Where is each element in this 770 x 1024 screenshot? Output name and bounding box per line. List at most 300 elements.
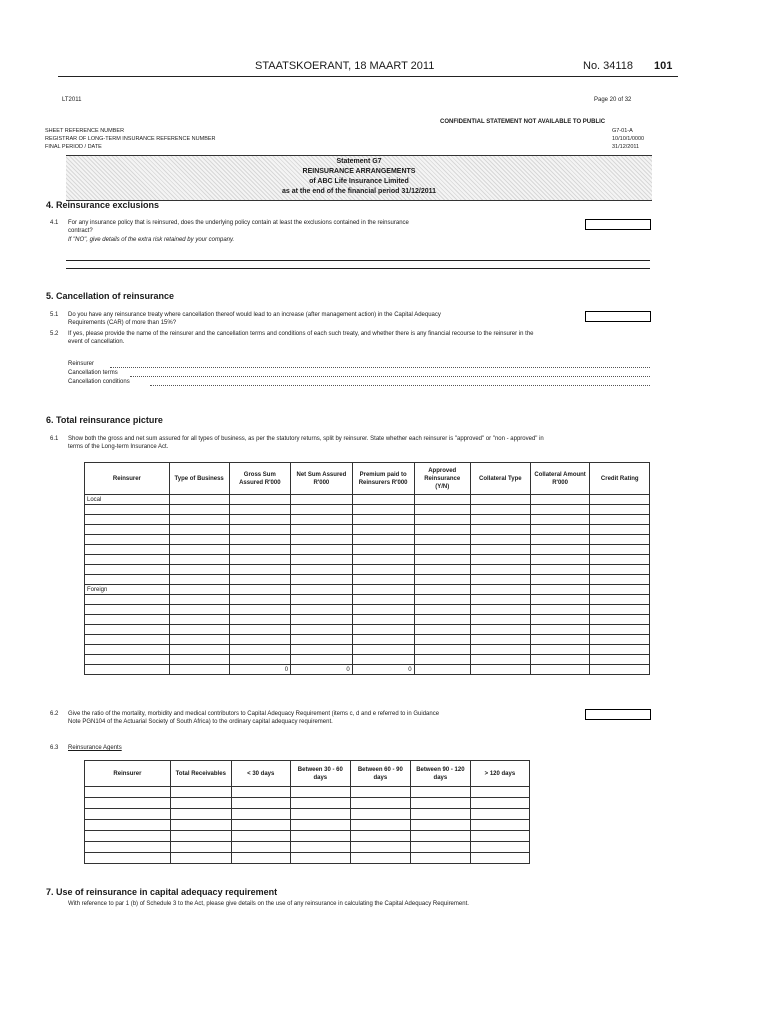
table-cell[interactable] xyxy=(229,565,291,575)
table-cell[interactable] xyxy=(530,605,590,615)
table-cell[interactable] xyxy=(291,495,353,505)
table-cell[interactable] xyxy=(231,842,290,853)
table-cell[interactable] xyxy=(530,595,590,605)
table-cell[interactable] xyxy=(169,625,229,635)
table-cell[interactable] xyxy=(530,555,590,565)
q41-detail-line-1[interactable] xyxy=(66,260,650,261)
table-cell[interactable] xyxy=(352,625,414,635)
q41-detail-line-2[interactable] xyxy=(66,268,650,269)
q51-number: 5.1 xyxy=(50,312,59,318)
table-cell[interactable] xyxy=(85,565,170,575)
table-cell[interactable] xyxy=(590,595,650,605)
table-cell[interactable] xyxy=(291,525,353,535)
table-cell[interactable] xyxy=(85,545,170,555)
table-cell[interactable] xyxy=(410,831,470,842)
section-7-title: 7. Use of reinsurance in capital adequacy requirement xyxy=(46,887,278,897)
table-cell[interactable] xyxy=(590,655,650,665)
q52-number: 5.2 xyxy=(50,331,59,337)
table-cell[interactable] xyxy=(590,565,650,575)
table-cell[interactable] xyxy=(590,515,650,525)
meta-value-2: 10/10/1/0000 xyxy=(612,136,645,142)
col-credit-rating: Credit Rating xyxy=(590,463,650,495)
table-cell[interactable] xyxy=(169,575,229,585)
table-cell[interactable] xyxy=(169,565,229,575)
table-cell[interactable] xyxy=(470,535,530,545)
table-cell[interactable] xyxy=(350,853,410,864)
table-row xyxy=(85,809,530,820)
table-cell[interactable] xyxy=(530,615,590,625)
table-cell[interactable] xyxy=(169,635,229,645)
table-cell[interactable] xyxy=(291,505,353,515)
table-row xyxy=(85,798,530,809)
table-cell[interactable] xyxy=(291,655,353,665)
table-cell[interactable] xyxy=(350,787,410,798)
q51-answer-field[interactable] xyxy=(585,311,651,322)
agents-table-body xyxy=(85,787,530,864)
table-cell[interactable] xyxy=(352,575,414,585)
table-cell[interactable] xyxy=(229,605,291,615)
group-local-label: Local xyxy=(85,495,170,505)
table-cell[interactable] xyxy=(410,798,470,809)
table-cell[interactable] xyxy=(590,665,650,675)
table-cell[interactable] xyxy=(291,585,353,595)
section-6-title: 6. Total reinsurance picture xyxy=(46,415,163,425)
q52-text: If yes, please provide the name of the reinsurer and the cancellation terms and conditions of each such treaty, and whether there is any financial recourse to the reinsurer in the event of cancellation. xyxy=(68,331,534,345)
table-cell[interactable] xyxy=(470,842,529,853)
table-cell[interactable] xyxy=(530,625,590,635)
table-cell[interactable] xyxy=(229,635,291,645)
q51-text: Do you have any reinsurance treaty where cancellation thereof would lead to an increase (after management action) in the Capital Adequacy Requirements (CAR) of more than 15%? xyxy=(68,312,441,326)
table-cell[interactable] xyxy=(85,831,171,842)
table-cell[interactable] xyxy=(169,595,229,605)
table-cell[interactable] xyxy=(85,515,170,525)
table-row xyxy=(85,525,650,535)
table-cell[interactable] xyxy=(410,787,470,798)
table-cell[interactable] xyxy=(470,545,530,555)
agents-col-under-30: < 30 days xyxy=(231,761,290,787)
q62-number: 6.2 xyxy=(50,711,59,717)
table-row xyxy=(85,505,650,515)
agents-col-reinsurer: Reinsurer xyxy=(85,761,171,787)
gazette-title: STAATSKOERANT, 18 MAART 2011 xyxy=(255,60,435,72)
section-7-text: With reference to par 1 (b) of Schedule 3 to the Act, please give details on the use of any reinsurance in calculating the Capital Adequacy Requirement. xyxy=(68,901,469,907)
table-cell[interactable] xyxy=(410,853,470,864)
table-cell[interactable] xyxy=(470,645,530,655)
field-cancellation-conditions-line[interactable] xyxy=(150,385,650,386)
meta-label-3: FINAL PERIOD / DATE xyxy=(45,144,102,150)
table-cell[interactable] xyxy=(470,655,530,665)
table-cell[interactable] xyxy=(290,787,350,798)
table-cell[interactable] xyxy=(590,605,650,615)
totals-row xyxy=(85,665,650,675)
table-cell[interactable] xyxy=(470,515,530,525)
col-type-of-business: Type of Business xyxy=(169,463,229,495)
table-cell[interactable] xyxy=(85,535,170,545)
table-cell[interactable] xyxy=(291,635,353,645)
group-row-local xyxy=(85,495,650,505)
agents-col-30-60: Between 30 - 60 days xyxy=(290,761,350,787)
table-cell[interactable] xyxy=(290,798,350,809)
table-cell[interactable] xyxy=(291,515,353,525)
table-cell[interactable] xyxy=(352,645,414,655)
table-cell[interactable] xyxy=(291,545,353,555)
table-cell[interactable] xyxy=(410,820,470,831)
table-cell[interactable] xyxy=(170,787,231,798)
table-cell[interactable] xyxy=(530,585,590,595)
table-cell[interactable] xyxy=(170,853,231,864)
table-cell[interactable] xyxy=(231,809,290,820)
table-cell[interactable] xyxy=(352,525,414,535)
table-cell[interactable] xyxy=(530,545,590,555)
table-cell[interactable] xyxy=(470,625,530,635)
table-cell[interactable] xyxy=(414,665,470,675)
table-cell[interactable] xyxy=(85,853,171,864)
table-cell[interactable] xyxy=(414,565,470,575)
statement-period: as at the end of the financial period 31/12/2011 xyxy=(281,188,437,195)
table-cell[interactable] xyxy=(470,585,530,595)
table-row xyxy=(85,605,650,615)
table-cell[interactable] xyxy=(352,545,414,555)
table-cell[interactable] xyxy=(229,535,291,545)
table-cell[interactable] xyxy=(590,625,650,635)
table-cell[interactable] xyxy=(85,605,170,615)
table-row xyxy=(85,615,650,625)
table-cell[interactable] xyxy=(414,605,470,615)
table-row xyxy=(85,535,650,545)
table-cell[interactable] xyxy=(85,645,170,655)
table-row xyxy=(85,555,650,565)
table-cell[interactable] xyxy=(229,525,291,535)
table-cell[interactable] xyxy=(470,853,529,864)
total-cell: 0 xyxy=(291,665,353,675)
table-cell[interactable] xyxy=(291,565,353,575)
col-net-sum-assured: Net Sum Assured R'000 xyxy=(291,463,353,495)
table-cell[interactable] xyxy=(229,595,291,605)
table-cell[interactable] xyxy=(590,495,650,505)
table-row xyxy=(85,831,530,842)
table-cell[interactable] xyxy=(352,615,414,625)
table-cell[interactable] xyxy=(169,495,229,505)
table-cell[interactable] xyxy=(590,635,650,645)
table-cell[interactable] xyxy=(470,565,530,575)
table-row xyxy=(85,820,530,831)
confidential-label: CONFIDENTIAL STATEMENT NOT AVAILABLE TO PUBLIC xyxy=(440,119,606,125)
table-cell[interactable] xyxy=(85,787,171,798)
total-cell: 0 xyxy=(229,665,291,675)
table-row xyxy=(85,655,650,665)
table-cell[interactable] xyxy=(85,555,170,565)
col-approved-reinsurance: Approved Reinsurance (Y/N) xyxy=(414,463,470,495)
table-cell[interactable] xyxy=(85,505,170,515)
table-cell[interactable] xyxy=(169,645,229,655)
table-cell[interactable] xyxy=(85,809,171,820)
agents-col-60-90: Between 60 - 90 days xyxy=(350,761,410,787)
table-cell[interactable] xyxy=(170,809,231,820)
table-cell[interactable] xyxy=(352,655,414,665)
table-row xyxy=(85,842,530,853)
group-row-foreign xyxy=(85,585,650,595)
table-cell[interactable] xyxy=(352,605,414,615)
agents-col-total-receivables: Total Receivables xyxy=(170,761,231,787)
table-cell[interactable] xyxy=(170,820,231,831)
table-cell[interactable] xyxy=(85,595,170,605)
table-cell[interactable] xyxy=(414,515,470,525)
table-cell[interactable] xyxy=(350,831,410,842)
table-cell[interactable] xyxy=(350,842,410,853)
statement-company: of ABC Life Insurance Limited xyxy=(309,178,409,185)
table-cell[interactable] xyxy=(352,635,414,645)
table-cell[interactable] xyxy=(290,842,350,853)
table-cell[interactable] xyxy=(229,515,291,525)
form-code: LT2011 xyxy=(62,97,82,103)
table-cell[interactable] xyxy=(414,525,470,535)
table-cell[interactable] xyxy=(530,495,590,505)
table-cell[interactable] xyxy=(291,595,353,605)
table-cell[interactable] xyxy=(530,635,590,645)
header-rule xyxy=(58,76,678,77)
table-cell[interactable] xyxy=(414,625,470,635)
table-cell[interactable] xyxy=(352,535,414,545)
table-cell[interactable] xyxy=(291,555,353,565)
table-cell[interactable] xyxy=(470,635,530,645)
table-cell[interactable] xyxy=(352,505,414,515)
field-cancellation-terms-line[interactable] xyxy=(130,376,650,377)
table-cell[interactable] xyxy=(590,545,650,555)
table-cell[interactable] xyxy=(291,615,353,625)
agents-col-90-120: Between 90 - 120 days xyxy=(410,761,470,787)
field-reinsurer-line[interactable] xyxy=(110,367,650,368)
table-cell[interactable] xyxy=(291,645,353,655)
table-cell[interactable] xyxy=(290,809,350,820)
table-cell[interactable] xyxy=(169,535,229,545)
table-cell[interactable] xyxy=(229,575,291,585)
table-cell[interactable] xyxy=(85,665,170,675)
q63-text: Reinsurance Agents xyxy=(68,745,122,751)
table-cell[interactable] xyxy=(231,820,290,831)
table-cell[interactable] xyxy=(85,615,170,625)
table-row xyxy=(85,787,530,798)
table-row xyxy=(85,853,530,864)
section-5-title: 5. Cancellation of reinsurance xyxy=(46,291,175,301)
table-cell[interactable] xyxy=(169,525,229,535)
table-cell[interactable] xyxy=(231,787,290,798)
table-cell[interactable] xyxy=(229,625,291,635)
table-cell[interactable] xyxy=(85,525,170,535)
q41-number: 4.1 xyxy=(50,220,59,226)
table-cell[interactable] xyxy=(410,809,470,820)
table-cell[interactable] xyxy=(470,665,530,675)
table-cell[interactable] xyxy=(530,565,590,575)
table-cell[interactable] xyxy=(470,595,530,605)
table-cell[interactable] xyxy=(470,820,529,831)
table-cell[interactable] xyxy=(410,842,470,853)
table-cell[interactable] xyxy=(169,665,229,675)
table-cell[interactable] xyxy=(470,798,529,809)
table-cell[interactable] xyxy=(291,625,353,635)
gazette-page: 101 xyxy=(654,60,673,72)
table-cell[interactable] xyxy=(229,505,291,515)
table-cell[interactable] xyxy=(170,798,231,809)
q62-text: Give the ratio of the mortality, morbidity and medical contributors to Capital Adequacy Requirement (items c, d and e referred to in Guidance Note PGN104 of the Actuarial Society of South Africa) to the ordinary capital adequacy requirement. xyxy=(68,711,440,725)
table-row xyxy=(85,575,650,585)
table-row xyxy=(85,635,650,645)
meta-value-1: G7-01-A xyxy=(612,128,633,134)
col-premium-paid: Premium paid to Reinsurers R'000 xyxy=(352,463,414,495)
table-cell[interactable] xyxy=(352,565,414,575)
table-cell[interactable] xyxy=(85,625,170,635)
table-cell[interactable] xyxy=(414,615,470,625)
table-cell[interactable] xyxy=(470,615,530,625)
table-cell[interactable] xyxy=(290,853,350,864)
reinsurance-agents-table xyxy=(84,760,530,864)
col-collateral-type: Collateral Type xyxy=(470,463,530,495)
table-cell[interactable] xyxy=(414,635,470,645)
table-cell[interactable] xyxy=(85,575,170,585)
table-cell[interactable] xyxy=(414,595,470,605)
table-row xyxy=(85,515,650,525)
table-cell[interactable] xyxy=(414,655,470,665)
table-cell[interactable] xyxy=(590,555,650,565)
gazette-number: No. 34118 xyxy=(583,60,633,72)
table-cell[interactable] xyxy=(530,505,590,515)
table-cell[interactable] xyxy=(291,575,353,585)
table-cell[interactable] xyxy=(290,831,350,842)
q61-text: Show both the gross and net sum assured for all types of business, as per the statutory returns, split by reinsurer. State whether each reinsurer is "approved" or "non - approved" in terms of the Long-term Insurance Act. xyxy=(68,436,544,450)
table-cell[interactable] xyxy=(590,615,650,625)
table-cell[interactable] xyxy=(470,605,530,615)
field-cancellation-conditions-label: Cancellation conditions xyxy=(68,379,130,385)
table-cell[interactable] xyxy=(470,525,530,535)
table-row xyxy=(85,545,650,555)
table-cell[interactable] xyxy=(229,645,291,655)
table-cell[interactable] xyxy=(590,575,650,585)
table-cell[interactable] xyxy=(590,505,650,515)
table-cell[interactable] xyxy=(85,842,171,853)
table-cell[interactable] xyxy=(414,535,470,545)
table-cell[interactable] xyxy=(470,495,530,505)
table-cell[interactable] xyxy=(352,595,414,605)
field-cancellation-terms-label: Cancellation terms xyxy=(68,370,118,376)
table-row xyxy=(85,595,650,605)
meta-label-2: REGISTRAR OF LONG-TERM INSURANCE REFERENCE NUMBER xyxy=(45,136,216,142)
table-cell[interactable] xyxy=(231,798,290,809)
table-cell[interactable] xyxy=(291,605,353,615)
table-cell[interactable] xyxy=(170,842,231,853)
q41-text: For any insurance policy that is reinsured, does the underlying policy contain at least the exclusions contained in the reinsurance contract? xyxy=(68,220,409,234)
table-cell[interactable] xyxy=(530,535,590,545)
table-cell[interactable] xyxy=(530,665,590,675)
q41-answer-field[interactable] xyxy=(585,219,651,230)
table-cell[interactable] xyxy=(229,615,291,625)
table-cell[interactable] xyxy=(169,585,229,595)
table-cell[interactable] xyxy=(169,655,229,665)
table-cell[interactable] xyxy=(229,585,291,595)
table-cell[interactable] xyxy=(169,615,229,625)
table-cell[interactable] xyxy=(530,525,590,535)
table-cell[interactable] xyxy=(85,798,171,809)
table-cell[interactable] xyxy=(85,820,171,831)
table-cell[interactable] xyxy=(530,645,590,655)
table-row xyxy=(85,565,650,575)
table-cell[interactable] xyxy=(229,495,291,505)
statement-subject: REINSURANCE ARRANGEMENTS xyxy=(302,168,416,175)
table-cell[interactable] xyxy=(470,575,530,585)
table-cell[interactable] xyxy=(229,655,291,665)
picture-table-body xyxy=(85,495,650,675)
table-cell[interactable] xyxy=(590,535,650,545)
table-cell[interactable] xyxy=(414,555,470,565)
group-foreign-label: Foreign xyxy=(85,585,170,595)
col-reinsurer: Reinsurer xyxy=(85,463,170,495)
table-cell[interactable] xyxy=(414,495,470,505)
q61-number: 6.1 xyxy=(50,436,59,442)
table-cell[interactable] xyxy=(414,575,470,585)
table-cell[interactable] xyxy=(530,655,590,665)
total-cell: 0 xyxy=(352,665,414,675)
table-cell[interactable] xyxy=(352,585,414,595)
table-cell[interactable] xyxy=(470,831,529,842)
table-cell[interactable] xyxy=(352,495,414,505)
table-cell[interactable] xyxy=(414,585,470,595)
table-cell[interactable] xyxy=(231,853,290,864)
table-cell[interactable] xyxy=(350,809,410,820)
meta-value-3: 31/12/2011 xyxy=(612,144,640,150)
table-cell[interactable] xyxy=(169,605,229,615)
section-4-title: 4. Reinsurance exclusions xyxy=(46,200,160,210)
page-of: Page 20 of 32 xyxy=(594,97,632,103)
table-cell[interactable] xyxy=(350,820,410,831)
table-cell[interactable] xyxy=(169,505,229,515)
table-cell[interactable] xyxy=(590,525,650,535)
agents-col-over-120: > 120 days xyxy=(470,761,529,787)
table-cell[interactable] xyxy=(169,545,229,555)
table-cell[interactable] xyxy=(530,575,590,585)
table-cell[interactable] xyxy=(229,545,291,555)
table-cell[interactable] xyxy=(85,655,170,665)
table-cell[interactable] xyxy=(414,505,470,515)
statement-title: Statement G7 xyxy=(336,158,382,165)
field-reinsurer-label: Reinsurer xyxy=(68,361,95,367)
table-cell[interactable] xyxy=(85,635,170,645)
table-cell[interactable] xyxy=(229,555,291,565)
meta-label-1: SHEET REFERENCE NUMBER xyxy=(45,128,125,134)
table-cell[interactable] xyxy=(231,831,290,842)
table-cell[interactable] xyxy=(169,555,229,565)
table-cell[interactable] xyxy=(414,645,470,655)
reinsurance-picture-table xyxy=(84,462,650,675)
q62-answer-field[interactable] xyxy=(585,709,651,720)
table-cell[interactable] xyxy=(470,809,529,820)
table-cell[interactable] xyxy=(470,555,530,565)
table-cell[interactable] xyxy=(169,515,229,525)
col-gross-sum-assured: Gross Sum Assured R'000 xyxy=(229,463,291,495)
table-cell[interactable] xyxy=(590,645,650,655)
q63-number: 6.3 xyxy=(50,745,59,751)
table-cell[interactable] xyxy=(350,798,410,809)
table-cell[interactable] xyxy=(352,555,414,565)
table-cell[interactable] xyxy=(590,585,650,595)
table-cell[interactable] xyxy=(530,515,590,525)
table-cell[interactable] xyxy=(470,787,529,798)
table-cell[interactable] xyxy=(352,515,414,525)
table-cell[interactable] xyxy=(170,831,231,842)
table-cell[interactable] xyxy=(291,535,353,545)
table-cell[interactable] xyxy=(470,505,530,515)
table-cell[interactable] xyxy=(290,820,350,831)
q41-note: If "NO", give details of the extra risk retained by your company. xyxy=(68,237,235,243)
table-row xyxy=(85,625,650,635)
table-cell[interactable] xyxy=(414,545,470,555)
